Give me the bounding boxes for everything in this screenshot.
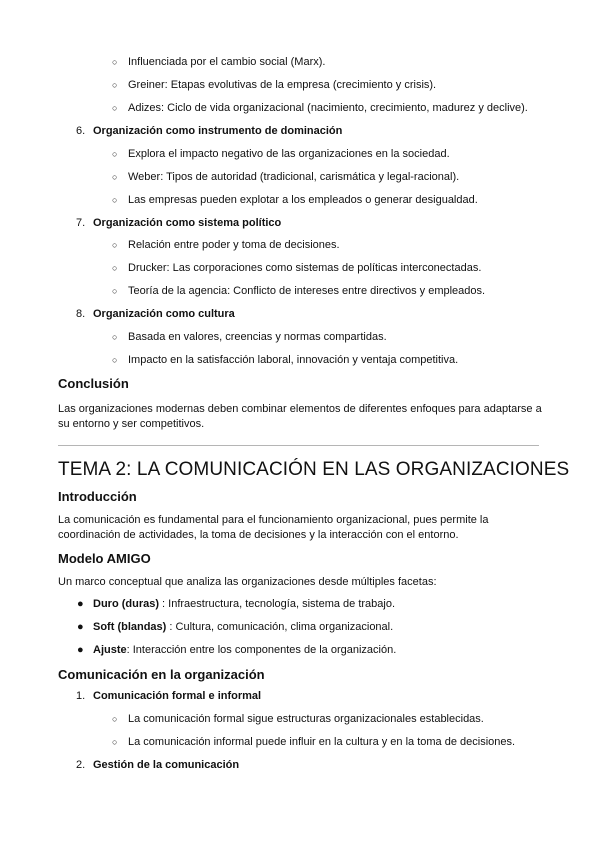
list-sub-item: Adizes: Ciclo de vida organizacional (nacimiento, crecimiento, madurez y declive). [128, 102, 528, 114]
amigo-bullet [93, 621, 393, 633]
list-sub-item: Drucker: Las corporaciones como sistemas de políticas interconectadas. [128, 262, 482, 274]
list-sub-item: Explora el impacto negativo de las organizaciones en la sociedad. [128, 148, 450, 160]
conclusion-heading: Conclusión [58, 376, 129, 391]
sub-bullet-icon: ○ [112, 286, 118, 296]
amigo-bullet-desc: : Infraestructura, tecnología, sistema de trabajo. [159, 598, 396, 610]
sub-bullet-icon: ○ [112, 737, 118, 747]
amigo-bullet-term: Ajuste [93, 644, 127, 656]
list-sub-item: Relación entre poder y toma de decisiones. [128, 239, 340, 251]
sub-bullet-icon: ○ [112, 103, 118, 113]
list-sub-item: La comunicación formal sigue estructuras organizacionales establecidas. [128, 713, 484, 725]
section-title: TEMA 2: LA COMUNICACIÓN EN LAS ORGANIZACIONES [58, 459, 570, 480]
amigo-intro-text: Un marco conceptual que analiza las organizaciones desde múltiples facetas: [58, 576, 437, 588]
list-number: 8. [76, 308, 86, 320]
list-item-title: Organización como instrumento de dominación [93, 125, 343, 137]
amigo-bullet-term: Soft (blandas) [93, 621, 167, 633]
list-item-title: Comunicación formal e informal [93, 690, 262, 702]
sub-bullet-icon: ○ [112, 714, 118, 724]
bullet-icon: ● [77, 644, 84, 656]
sub-bullet-icon: ○ [112, 263, 118, 273]
list-sub-item: Influenciada por el cambio social (Marx). [128, 56, 326, 68]
sub-bullet-icon: ○ [112, 172, 118, 182]
list-number: 2. [76, 759, 86, 771]
list-number: 7. [76, 217, 86, 229]
sub-bullet-icon: ○ [112, 149, 118, 159]
amigo-bullet [93, 644, 396, 656]
section-divider [58, 445, 539, 446]
conclusion-paragraph: Las organizaciones modernas deben combinar elementos de diferentes enfoques para adaptarse a su entorno y ser competitivos. [58, 403, 542, 430]
bullet-icon: ● [77, 621, 84, 633]
list-sub-item: Teoría de la agencia: Conflicto de intereses entre directivos y empleados. [128, 285, 486, 297]
sub-bullet-icon: ○ [112, 240, 118, 250]
bullet-icon: ● [77, 598, 84, 610]
comm-heading: Comunicación en la organización [58, 667, 265, 682]
amigo-bullet-desc: : Cultura, comunicación, clima organizacional. [166, 621, 394, 633]
list-sub-item: Basada en valores, creencias y normas compartidas. [128, 331, 387, 343]
sub-bullet-icon: ○ [112, 355, 118, 365]
sub-bullet-icon: ○ [112, 332, 118, 342]
list-number: 1. [76, 690, 86, 702]
sub-bullet-icon: ○ [112, 195, 118, 205]
intro-heading: Introducción [58, 489, 137, 504]
amigo-bullet [93, 598, 395, 610]
amigo-heading: Modelo AMIGO [58, 551, 151, 566]
amigo-bullet-desc: : Interacción entre los componentes de la organización. [126, 644, 397, 656]
list-item-title: Organización como cultura [93, 308, 235, 320]
list-sub-item: Greiner: Etapas evolutivas de la empresa (crecimiento y crisis). [128, 79, 437, 91]
sub-bullet-icon: ○ [112, 57, 118, 67]
list-sub-item: Weber: Tipos de autoridad (tradicional, carismática y legal-racional). [128, 171, 460, 183]
list-number: 6. [76, 125, 86, 137]
list-sub-item: La comunicación informal puede influir en la cultura y en la toma de decisiones. [128, 736, 516, 748]
sub-bullet-icon: ○ [112, 80, 118, 90]
list-sub-item: Las empresas pueden explotar a los empleados o generar desigualdad. [128, 194, 478, 206]
list-item-title: Gestión de la comunicación [93, 759, 240, 771]
list-sub-item: Impacto en la satisfacción laboral, innovación y ventaja competitiva. [128, 354, 459, 366]
intro-paragraph: La comunicación es fundamental para el funcionamiento organizacional, pues permite la coordinación de actividades, la toma de decisiones y la interacción con el entorno. [58, 514, 489, 541]
amigo-bullet-term: Duro (duras) [93, 598, 159, 610]
list-item-title: Organización como sistema político [93, 217, 282, 229]
